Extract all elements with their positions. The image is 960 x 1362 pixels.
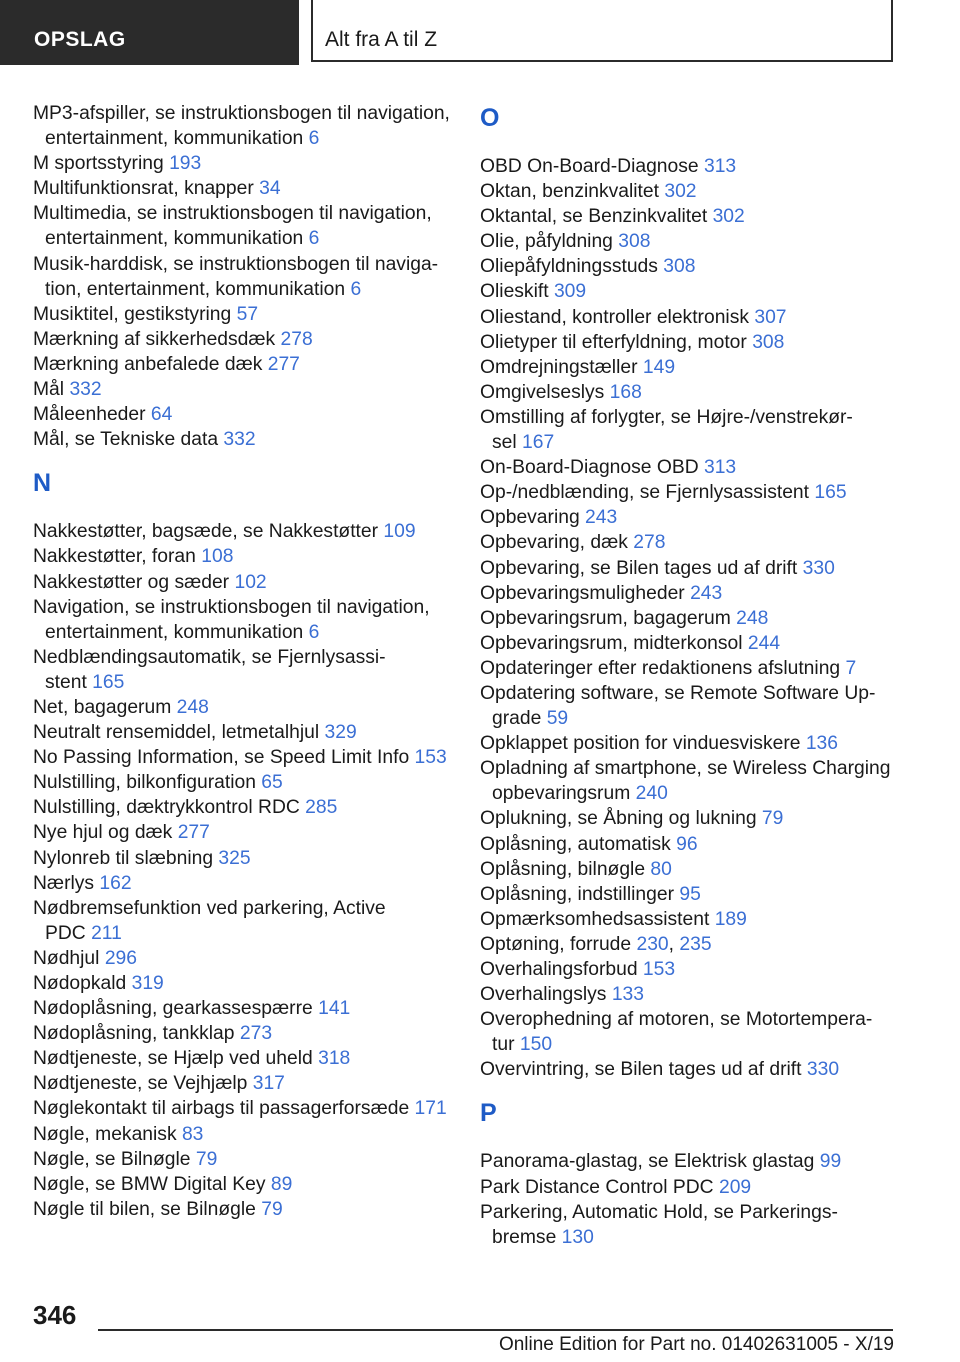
page-reference-link[interactable]: 330 xyxy=(802,557,835,579)
page-reference-link[interactable]: 133 xyxy=(611,984,644,1006)
index-column-left xyxy=(33,101,453,1222)
index-entry xyxy=(480,380,900,405)
footer-divider xyxy=(98,1329,893,1331)
index-entry-text: Oktantal, se Benzinkvalitet xyxy=(480,206,708,228)
index-entry-text: Overophedning af motoren, se Motortempera‐ tur xyxy=(480,1009,873,1056)
index-entry xyxy=(33,252,453,302)
page-reference-link[interactable]: 165 xyxy=(92,671,125,693)
index-entry xyxy=(480,631,900,656)
index-entry-text: On-Board-Diagnose OBD xyxy=(480,457,699,479)
page-reference-link[interactable]: 7 xyxy=(845,657,857,679)
index-entry-text: Nakkestøtter, bagsæde, se Nakkestøtter xyxy=(33,521,379,543)
index-entry-text: Overvintring, se Bilen tages ud af drift xyxy=(480,1059,802,1081)
index-entry-text: Olie, påfyldning xyxy=(480,231,613,253)
index-entry-text: Musiktitel, gestikstyring xyxy=(33,303,232,325)
index-entry-text: Nedblændingsautomatik, se Fjernlysassi‐ stent xyxy=(33,646,386,693)
index-entry xyxy=(33,871,453,896)
index-entry xyxy=(33,1096,453,1121)
page-reference-link[interactable]: 6 xyxy=(308,128,320,150)
index-entry xyxy=(33,745,453,770)
index-entry-text: Nakkestøtter og sæder xyxy=(33,571,230,593)
page-reference-link[interactable]: 109 xyxy=(383,521,416,543)
page-reference-link[interactable]: 171 xyxy=(414,1098,447,1120)
index-entry xyxy=(480,656,900,681)
index-entry xyxy=(33,695,453,720)
index-entry xyxy=(33,1147,453,1172)
page-reference-link[interactable]: 34 xyxy=(259,178,281,200)
index-entry-text: Opklappet position for vinduesviskere xyxy=(480,733,801,755)
index-entry xyxy=(33,1197,453,1222)
index-entry-text: Nulstilling, bilkonfiguration xyxy=(33,772,256,794)
page-reference-link[interactable]: 6 xyxy=(308,228,320,250)
index-entry xyxy=(480,355,900,380)
page-reference-link[interactable]: 313 xyxy=(703,156,737,177)
page-reference-link[interactable]: 149 xyxy=(642,356,676,378)
page-reference-link[interactable]: 79 xyxy=(261,1198,283,1220)
index-entry xyxy=(480,581,900,606)
index-entry-text: MP3-afspiller, se instruktionsbogen til navigation, entertainment, kommunikation xyxy=(33,103,450,150)
index-entry xyxy=(33,846,453,871)
page-reference-link[interactable]: 319 xyxy=(131,973,164,994)
page-reference-link[interactable]: 108 xyxy=(201,546,234,568)
index-entry xyxy=(480,1175,900,1200)
index-entry xyxy=(480,279,900,304)
index-entry-text: Omgivelseslys xyxy=(480,381,605,403)
page-reference-link[interactable]: 278 xyxy=(633,532,666,554)
index-entry-text: Optøning, forrude xyxy=(480,933,632,955)
index-entry-text: Navigation, se instruktionsbogen til navigation, entertainment, kommunikation xyxy=(33,596,430,643)
index-entry xyxy=(33,151,453,176)
page-reference-link[interactable]: 278 xyxy=(280,328,313,350)
index-letter-heading: P xyxy=(480,1099,497,1128)
page-reference-link[interactable]: 6 xyxy=(350,278,362,300)
index-entry xyxy=(480,882,900,907)
index-entry xyxy=(33,946,453,971)
index-entry-text: Omstilling af forlygter, se Højre-/venstrekør‐ sel xyxy=(480,406,853,454)
index-entry-text: No Passing Information, se Speed Limit Info xyxy=(33,747,410,769)
index-entry xyxy=(33,176,453,201)
index-entry xyxy=(33,1021,453,1046)
index-entry-text: Opbevaring, se Bilen tages ud af drift xyxy=(480,557,798,579)
index-entry xyxy=(33,1122,453,1147)
index-entry xyxy=(480,832,900,857)
index-entry-text: Nye hjul og dæk xyxy=(33,822,173,844)
index-entry xyxy=(33,377,453,402)
page-reference-link[interactable]: 307 xyxy=(754,306,787,328)
index-entry-text: Oktan, benzinkvalitet xyxy=(480,181,659,203)
page-reference-link[interactable]: 96 xyxy=(676,833,698,855)
index-entry-text: Oplukning, se Åbning og lukning xyxy=(480,808,757,830)
page-reference-link[interactable]: 318 xyxy=(318,1048,351,1070)
index-entry-text: Opbevaring, dæk xyxy=(480,532,628,554)
index-entry-text: Oplåsning, indstillinger xyxy=(480,883,674,905)
index-entry xyxy=(33,1046,453,1071)
index-entry xyxy=(33,327,453,352)
index-entry-text: Måleenheder xyxy=(33,404,146,426)
index-entry xyxy=(480,982,900,1007)
page-reference-link[interactable]: 277 xyxy=(177,822,210,844)
index-entry xyxy=(33,795,453,820)
index-entry xyxy=(480,530,900,555)
section-title: OPSLAG xyxy=(34,28,126,51)
page-reference-link[interactable]: 89 xyxy=(270,1173,293,1195)
page-reference-link[interactable]: 235 xyxy=(679,933,712,955)
page-reference-link[interactable]: 240 xyxy=(635,783,668,805)
index-entry xyxy=(480,756,900,806)
index-entry-text: Nødhjul xyxy=(33,947,100,969)
index-entry xyxy=(480,907,900,932)
page-reference-link[interactable]: 95 xyxy=(679,883,701,905)
page-reference-link[interactable]: 243 xyxy=(585,507,618,529)
index-column-right xyxy=(480,98,900,1250)
index-entry-text: Panorama-glastag, se Elektrisk glastag xyxy=(480,1151,815,1173)
index-entry xyxy=(480,154,900,179)
index-entry-text: Olietyper til efterfyldning, motor xyxy=(480,331,747,353)
index-entry-text: Nødopkald xyxy=(33,973,127,994)
index-entry-text: Parkering, Automatic Hold, se Parkerings‐ bremse xyxy=(480,1201,838,1248)
index-entry-text: Opbevaringsmuligheder xyxy=(480,582,685,604)
page-reference-link[interactable]: 153 xyxy=(642,959,676,980)
page-reference-link[interactable]: 79 xyxy=(195,1148,218,1170)
index-entry-text: Nærlys xyxy=(33,872,95,894)
page-reference-link[interactable]: 153 xyxy=(414,747,447,769)
page-reference-link[interactable]: 162 xyxy=(99,872,132,894)
index-entry xyxy=(480,505,900,530)
index-entry xyxy=(480,556,900,581)
index-entry xyxy=(480,681,900,731)
index-entry-text: Overhalingslys xyxy=(480,984,607,1006)
page-reference-link[interactable]: 309 xyxy=(553,281,587,303)
page-reference-link[interactable]: 193 xyxy=(169,153,202,175)
index-entry xyxy=(480,606,900,631)
page-reference-link[interactable]: 6 xyxy=(308,621,320,643)
index-entry xyxy=(480,480,900,505)
index-entry-text: Mærkning anbefalede dæk xyxy=(33,353,263,375)
index-entry xyxy=(480,254,900,279)
index-entry-text: Nulstilling, dæktrykkontrol RDC xyxy=(33,797,300,819)
index-entry xyxy=(33,101,453,151)
index-entry xyxy=(480,179,900,204)
index-entry xyxy=(480,957,900,982)
index-entry xyxy=(480,1149,900,1174)
index-entry-text: Oplåsning, bilnøgle xyxy=(480,858,646,880)
index-entry xyxy=(33,302,453,327)
index-entry-text: Nøgle til bilen, se Bilnøgle xyxy=(33,1198,256,1220)
chapter-tab xyxy=(311,0,893,62)
index-letter-heading: N xyxy=(33,469,52,498)
index-entry xyxy=(33,402,453,427)
page-reference-link[interactable]: 317 xyxy=(252,1073,285,1095)
index-entry xyxy=(33,201,453,251)
index-entry-text: Nøgle, mekanisk xyxy=(33,1123,177,1145)
page-reference-link[interactable]: 57 xyxy=(236,303,259,325)
index-entry-text: Net, bagagerum xyxy=(33,696,172,718)
index-entry-text: Nødtjeneste, se Vejhjælp xyxy=(33,1073,248,1095)
index-entry-text: Overhalingsforbud xyxy=(480,959,638,980)
index-entry-text: Nødoplåsning, gearkassespærre xyxy=(33,998,313,1020)
index-entry xyxy=(33,820,453,845)
index-entry xyxy=(480,1200,900,1250)
index-entry xyxy=(480,405,900,455)
index-entry-text: Opbevaringsrum, bagagerum xyxy=(480,607,731,629)
index-entry xyxy=(33,1172,453,1197)
index-entry-text: Nakkestøtter, foran xyxy=(33,546,196,568)
page-reference-link[interactable]: 102 xyxy=(234,571,267,593)
index-entry-text: Opladning af smartphone, se Wireless Charging opbevaringsrum xyxy=(480,758,891,805)
index-entry-text: Nylonreb til slæbning xyxy=(33,847,214,869)
page-reference-link[interactable]: 308 xyxy=(618,231,651,253)
index-entry xyxy=(33,544,453,569)
index-entry xyxy=(33,971,453,996)
index-entry xyxy=(33,1071,453,1096)
index-entry-text: Nøgle, se BMW Digital Key xyxy=(33,1173,266,1195)
page-reference-link[interactable]: 330 xyxy=(806,1059,840,1081)
page-reference-link[interactable]: 230 xyxy=(636,933,669,955)
page-reference-link[interactable]: 168 xyxy=(609,381,642,403)
page-reference-link[interactable]: 83 xyxy=(181,1123,204,1145)
page-reference-link[interactable]: 273 xyxy=(239,1023,273,1045)
index-entry-text: OBD On-Board-Diagnose xyxy=(480,156,699,177)
index-entry xyxy=(33,570,453,595)
index-entry xyxy=(33,352,453,377)
page-reference-link[interactable]: 80 xyxy=(650,858,672,880)
index-entry-text: Oplåsning, automatisk xyxy=(480,833,671,855)
chapter-title: Alt fra A til Z xyxy=(325,28,438,51)
page-reference-link[interactable]: 59 xyxy=(546,708,569,730)
index-entry xyxy=(33,645,453,695)
index-entry-text: Musik-harddisk, se instruktionsbogen til naviga‐ tion, entertainment, kommunikation xyxy=(33,253,439,300)
page-reference-link[interactable]: 302 xyxy=(712,206,745,228)
index-entry-text: Multimedia, se instruktionsbogen til navigation, entertainment, kommunikation xyxy=(33,203,432,250)
page-reference-link[interactable]: 65 xyxy=(261,772,283,794)
page-reference-link[interactable]: 243 xyxy=(690,582,723,604)
index-entry-text: Opbevaring xyxy=(480,507,580,529)
index-entry xyxy=(480,330,900,355)
index-entry xyxy=(480,731,900,756)
page-reference-link[interactable]: 165 xyxy=(814,482,847,504)
index-letter-heading: O xyxy=(480,104,500,132)
page-reference-link[interactable]: 211 xyxy=(91,922,122,944)
page-reference-link[interactable]: 308 xyxy=(663,256,696,278)
page-number: 346 xyxy=(33,1300,77,1330)
index-entry-text: Nødtjeneste, se Hjælp ved uheld xyxy=(33,1048,313,1070)
page-reference-link[interactable]: 329 xyxy=(324,722,357,744)
page-reference-link[interactable]: 248 xyxy=(176,696,209,718)
index-entry xyxy=(480,305,900,330)
index-entry: Optøning, forrude 230, 235 xyxy=(480,933,712,955)
page-reference-link[interactable]: 209 xyxy=(718,1176,752,1198)
index-entry-text: Nøglekontakt til airbags til passagerforsæde xyxy=(33,1098,410,1120)
index-entry xyxy=(480,857,900,882)
page-reference-link[interactable]: 79 xyxy=(761,808,784,830)
index-entry-text: Op-/nedblænding, se Fjernlysassistent xyxy=(480,482,810,504)
index-entry-text: Opbevaringsrum, midterkonsol xyxy=(480,632,743,654)
index-entry-text: Olieskift xyxy=(480,281,549,303)
page-reference-link[interactable]: 141 xyxy=(318,998,351,1020)
index-entry xyxy=(33,519,453,544)
index-entry xyxy=(33,595,453,645)
page-reference-link[interactable]: 325 xyxy=(218,847,251,869)
index-entry xyxy=(33,427,453,452)
index-entry xyxy=(480,455,900,480)
index-entry-text: Opdateringer efter redaktionens afslutning xyxy=(480,657,841,679)
index-entry xyxy=(480,1007,900,1057)
index-entry-text: Mærkning af sikkerhedsdæk xyxy=(33,328,276,350)
index-entry xyxy=(33,896,453,946)
index-entry xyxy=(480,204,900,229)
index-entry-text: Mål xyxy=(33,379,65,401)
index-entry-text: Oliestand, kontroller elektronisk xyxy=(480,306,749,328)
page-reference-link[interactable]: 99 xyxy=(819,1151,842,1173)
page-reference-link[interactable]: 302 xyxy=(664,181,697,203)
index-entry xyxy=(33,770,453,795)
page-reference-link[interactable]: 296 xyxy=(104,947,137,969)
index-entry-text: M sportsstyring xyxy=(33,153,164,175)
page-reference-link[interactable]: 244 xyxy=(747,632,781,654)
index-entry xyxy=(480,1057,900,1082)
page-reference-link[interactable]: 248 xyxy=(736,607,769,629)
index-entry-text: Nødbremsefunktion ved parkering, Active PDC xyxy=(33,897,386,944)
index-entry xyxy=(33,720,453,745)
index-entry-text: Nøgle, se Bilnøgle xyxy=(33,1148,191,1170)
page-reference-link[interactable]: 189 xyxy=(714,908,747,930)
index-entry xyxy=(33,996,453,1021)
index-entry-text: Nødoplåsning, tankklap xyxy=(33,1023,235,1045)
index-entry-text: Multifunktionsrat, knapper xyxy=(33,178,254,200)
page-reference-link[interactable]: 285 xyxy=(305,797,338,819)
index-entry-text: Opdatering software, se Remote Software Up‐ grade xyxy=(480,682,876,730)
page-reference-link[interactable]: 167 xyxy=(522,432,555,454)
index-entry-text: Mål, se Tekniske data xyxy=(33,429,219,451)
footer-edition: Online Edition for Part no. 01402631005 - X/19 xyxy=(498,1334,894,1355)
index-entry-text: Opmærksomhedsassistent xyxy=(480,908,710,930)
page-reference-link[interactable]: 277 xyxy=(267,353,300,375)
index-entry-text: Park Distance Control PDC xyxy=(480,1176,714,1198)
page-reference-link[interactable]: 308 xyxy=(752,331,785,353)
page-reference-link[interactable]: 136 xyxy=(805,733,838,755)
page-reference-link[interactable]: 150 xyxy=(519,1034,553,1056)
page-reference-link[interactable]: 332 xyxy=(223,429,256,451)
index-entry-text: Oliepåfyldningsstuds xyxy=(480,256,658,278)
index-entry-text: Omdrejningstæller xyxy=(480,356,638,378)
index-entry xyxy=(480,806,900,831)
page-reference-link[interactable]: 313 xyxy=(703,457,737,479)
page-reference-link[interactable]: 64 xyxy=(150,404,173,426)
page-reference-link[interactable]: 332 xyxy=(69,379,102,401)
index-entry-text: Neutralt rensemiddel, letmetalhjul xyxy=(33,722,320,744)
index-entry xyxy=(480,229,900,254)
page-reference-link[interactable]: 130 xyxy=(561,1226,594,1248)
section-tab xyxy=(0,0,299,65)
